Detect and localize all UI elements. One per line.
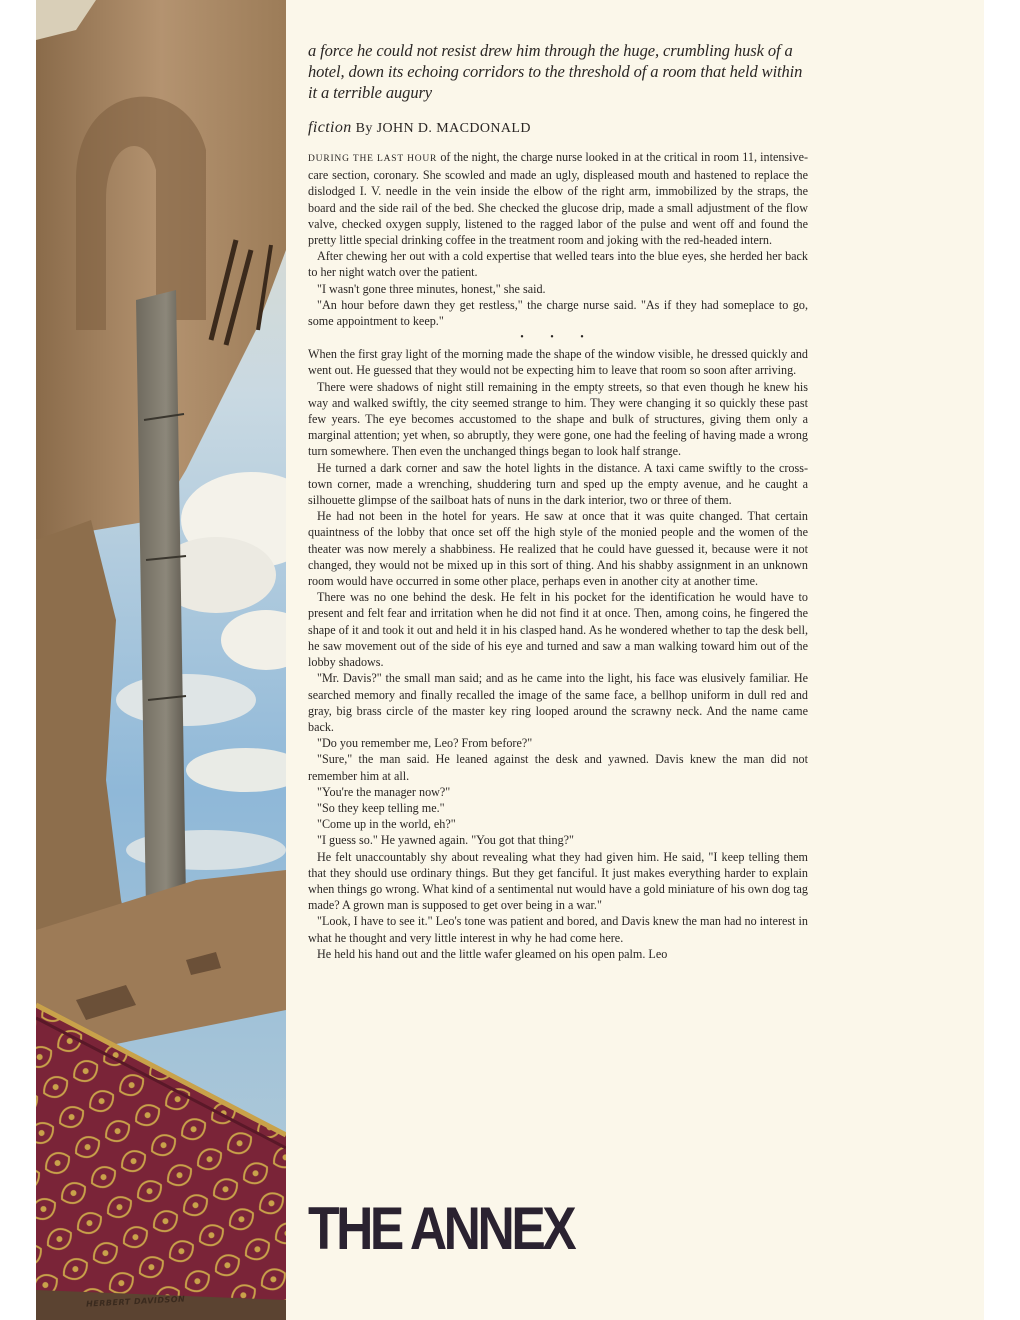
article-column [308,40,808,962]
byline-author: JOHN D. MACDONALD [376,121,531,136]
paragraph: "You're the manager now?" [317,784,451,799]
paragraph-text: of the night, the charge nurse looked in at the critical in room 11, intensive-care section, coronary. She scowled and made an ugly, displeased mouth and hastened to replace the dislodged I. V. needle in the vein inside the elbow of the right arm, immobilized by the straps, the board and the side rail of the bed. She checked the glucose drip, made a small adjustment of the flow valve, checked oxygen supply, listened to the ragged labor of the pulse and went off and found the pretty little special drinking coffee in the treatment room and joking with the red-headed intern. [308,150,809,248]
magazine-page [36,0,984,1320]
paragraph: He held his hand out and the little wafer gleamed on his open palm. Leo [317,946,668,961]
paragraph: He had not been in the hotel for years. He saw at once that it was quite changed. That certain quaintness of the lobby that once set off the high style of the monied people and the women of the theater was now merely a shabbiness. He realized that he could have guessed it, because were it not changed, they would not be mixed up in this sort of thing. And his shabby assignment in an unknown room would have occurred in some other place, perhaps even in another city at another time. [308,509,808,589]
paragraph: When the first gray light of the morning made the shape of the window visible, he dressed quickly and went out. He guessed that they would not be expecting him to leave that room so soon after arriving. [308,347,808,378]
article-title: THE ANNEX [308,1195,574,1262]
ruined-hotel-painting [36,0,286,1320]
byline-prefix: By [355,121,373,136]
paragraph: "Look, I have to see it." Leo's tone was patient and bored, and Davis knew the man had no interest in what he thought and very little interest in why he had come here. [308,914,808,945]
paragraph: "So they keep telling me." [317,800,445,815]
section-break: • • • [520,332,596,344]
lead-in: DURING THE LAST HOUR [308,154,438,164]
paragraph: After chewing her out with a cold expertise that welled tears into the blue eyes, she herded her back to her night watch over the patient. [308,249,808,280]
paragraph: He felt unaccountably shy about revealing what they had given him. He said, "I keep telling them that they should use ordinary things. But they get fanciful. It just makes everything harder to explain when things go wrong. What kind of a sentimental nut would have a gold miniature of his own dog tag made? A grown man is supposed to get over being in a war." [308,849,808,913]
paragraph: "Do you remember me, Leo? From before?" [317,736,533,751]
byline [308,119,808,137]
paragraph: "I guess so." He yawned again. "You got that thing?" [317,833,574,848]
paragraph: There were shadows of night still remaining in the empty streets, so that even though he knew his way and walked swiftly, the city seemed strange to him. They were changing it so quickly these past few years. The eye becomes accustomed to the shape and bulk of structures, giving them only a marginal attention; yet when, so abruptly, they were gone, one had the feeling of having made a wrong turn somewhere. Then even the unchanged things began to look half strange. [308,379,808,459]
paragraph: "Come up in the world, eh?" [317,817,456,832]
byline-genre: fiction [308,119,352,136]
article-body [308,149,808,962]
paragraph: "An hour before dawn they get restless," the charge nurse said. "As if they had someplace to go, some appointment to keep." [308,297,808,329]
paragraph: "Sure," the man said. He leaned against the desk and yawned. Davis knew the man did not remember him at all. [308,752,808,783]
paragraph: There was no one behind the desk. He felt in his pocket for the identification he would have to present and felt fear and irritation when he did not find it at once. Then, among coins, he fingered the shape of it and took it out and held it in his clasped hand. As he wondered whether to tap the desk bell, he saw movement out of the side of his eye and turned and saw a man walking toward him out of the lobby shadows. [308,590,808,670]
paragraph: "Mr. Davis?" the small man said; and as he came into the light, his face was elusively familiar. He searched memory and finally recalled the image of the same face, a bellhop uniform in dull red and gray, big brass circle of the master key ring looped around the scrawny neck. And the name came back. [308,671,808,734]
paragraph: "I wasn't gone three minutes, honest," she said. [317,281,546,296]
article-subtitle: a force he could not resist drew him through the huge, crumbling husk of a hotel, down its echoing corridors to the threshold of a room that held within it a terrible augury [308,41,803,102]
paragraph [308,149,808,248]
illustration-signature: HERBERT DAVIDSON [85,1294,186,1309]
paragraph: He turned a dark corner and saw the hotel lights in the distance. A taxi came swiftly to the cross-town corner, made a wrenching, shuddering turn and sped up the empty avenue, and he caught a silhouette glimpse of the sailboat hats of nuns in the dark interior, two or three of them. [308,460,808,508]
illustration [36,0,286,1320]
